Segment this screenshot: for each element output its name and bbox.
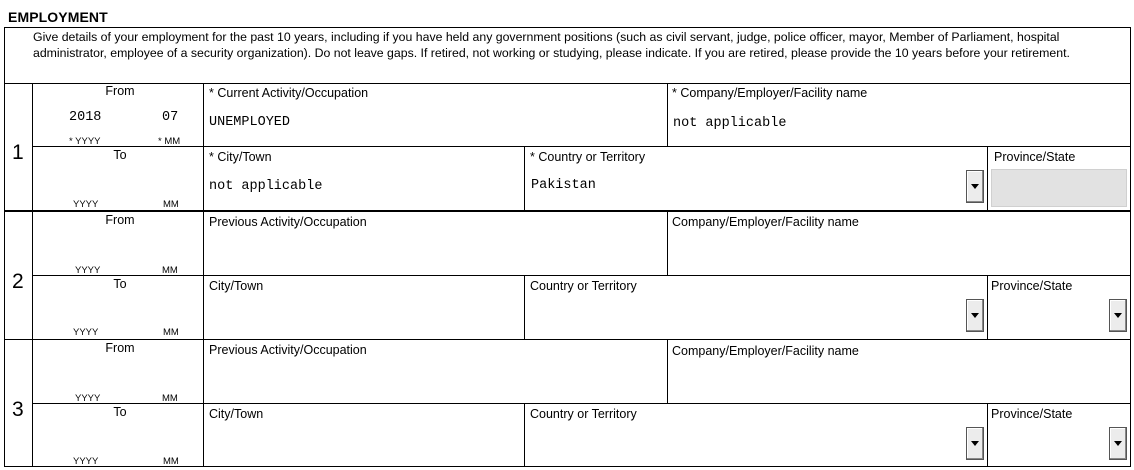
to-month-field[interactable] [150, 166, 190, 196]
from-label: From [105, 84, 135, 98]
section-title: EMPLOYMENT [8, 9, 108, 25]
instructions-text: Give details of your employment for the past 10 years, including if you have held any government positions (such as civil servant, judge, police officer, mayor, Member of Parliament, hospital administrator, employee of a security organization). Do not leave gaps. If retired, not working or studying, please indicate. If you are retired, please provide the 10 years before your retirement. [33, 30, 1070, 60]
country-label: * Country or Territory [530, 150, 646, 164]
city-label: City/Town [209, 407, 264, 421]
from-month-field[interactable] [150, 360, 190, 390]
company-label: Company/Employer/Facility name [672, 215, 859, 229]
city-field[interactable] [205, 296, 522, 336]
entry-number: 3 [12, 398, 24, 421]
country-dropdown-button[interactable] [966, 427, 984, 460]
chevron-down-icon [971, 184, 979, 189]
activity-field[interactable] [205, 360, 665, 400]
activity-label: * Current Activity/Occupation [209, 86, 369, 100]
to-label: To [113, 405, 127, 419]
province-label: Province/State [991, 279, 1073, 293]
from-label: From [105, 341, 135, 355]
from-year-hint: YYYY [75, 393, 101, 404]
to-label: To [113, 148, 127, 162]
country-dropdown-button[interactable] [966, 170, 984, 203]
company-field[interactable] [669, 232, 1129, 272]
from-year-field[interactable]: 2018 [69, 110, 102, 125]
to-label: To [113, 277, 127, 291]
from-month-hint: * MM [158, 136, 181, 147]
province-dropdown-button[interactable] [1109, 299, 1127, 332]
to-year-field[interactable] [60, 423, 110, 453]
province-label: Province/State [994, 150, 1076, 164]
country-select[interactable] [526, 424, 964, 464]
city-label: * City/Town [209, 150, 272, 164]
province-select[interactable] [989, 424, 1107, 464]
from-month-hint: MM [162, 265, 178, 276]
from-year-field[interactable] [60, 360, 110, 390]
activity-label: Previous Activity/Occupation [209, 215, 367, 229]
entry-number: 1 [12, 141, 24, 164]
country-dropdown-button[interactable] [966, 299, 984, 332]
company-label: Company/Employer/Facility name [672, 344, 859, 358]
activity-label: Previous Activity/Occupation [209, 343, 367, 357]
activity-field[interactable] [205, 232, 665, 272]
to-month-hint: MM [163, 456, 179, 467]
to-year-field[interactable] [60, 166, 110, 196]
to-month-field[interactable] [150, 295, 190, 325]
from-month-hint: MM [162, 393, 178, 404]
to-month-hint: MM [163, 199, 179, 210]
company-field[interactable] [669, 360, 1129, 400]
city-field[interactable] [205, 424, 522, 464]
company-field[interactable]: not applicable [673, 116, 787, 131]
city-field[interactable]: not applicable [209, 179, 323, 194]
from-month-field[interactable] [150, 232, 190, 262]
chevron-down-icon [1114, 441, 1122, 446]
to-year-hint: YYYY [73, 327, 99, 338]
to-year-hint: YYYY [73, 456, 99, 467]
country-label: Country or Territory [530, 407, 637, 421]
entry-number: 2 [12, 270, 24, 293]
to-year-field[interactable] [60, 295, 110, 325]
chevron-down-icon [1114, 313, 1122, 318]
chevron-down-icon [971, 313, 979, 318]
from-year-hint: YYYY [75, 265, 101, 276]
from-year-field[interactable] [60, 232, 110, 262]
chevron-down-icon [971, 441, 979, 446]
city-label: City/Town [209, 279, 264, 293]
to-month-field[interactable] [150, 423, 190, 453]
country-select[interactable] [526, 296, 964, 336]
country-label: Country or Territory [530, 279, 637, 293]
from-label: From [105, 213, 135, 227]
province-label: Province/State [991, 407, 1073, 421]
to-month-hint: MM [163, 327, 179, 338]
province-field-disabled [991, 169, 1127, 207]
country-select[interactable]: Pakistan [531, 178, 596, 193]
to-year-hint: YYYY [73, 199, 99, 210]
from-year-hint: * YYYY [69, 136, 101, 147]
instructions-box [4, 27, 1131, 84]
province-dropdown-button[interactable] [1109, 427, 1127, 460]
from-month-field[interactable]: 07 [162, 110, 179, 125]
company-label: * Company/Employer/Facility name [672, 86, 868, 100]
province-select[interactable] [989, 296, 1107, 336]
activity-field[interactable]: UNEMPLOYED [209, 115, 291, 130]
